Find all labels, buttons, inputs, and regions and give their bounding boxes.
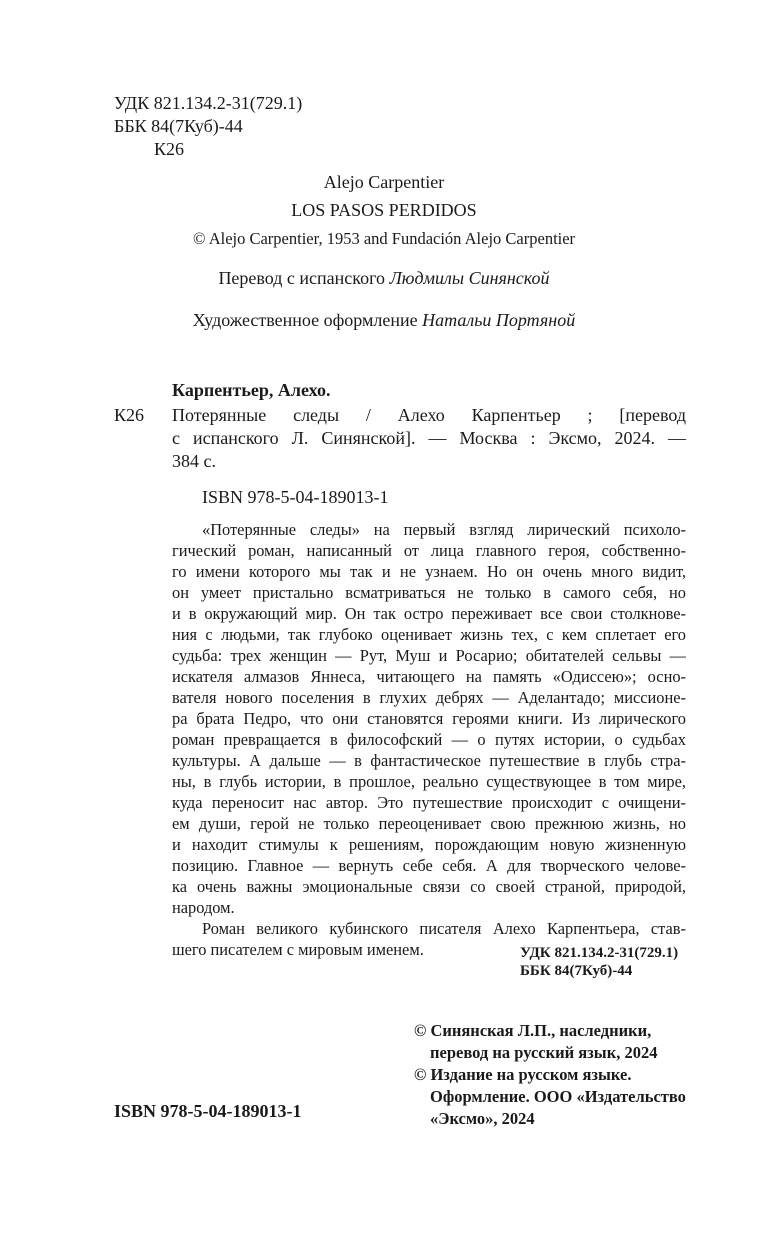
translation-prefix: Перевод с испанского [218, 268, 390, 288]
annotation-line: ния с людьми, так глубоко оценивает жизнь тех, с кем сплетает его [172, 625, 686, 644]
annotation-line: искателя алмазов Яннеса, читающего на память «Одиссею»; осно- [172, 667, 686, 686]
bbk-code: ББК 84(7Куб)-44 [114, 116, 243, 136]
record-line: 384 с. [172, 451, 216, 471]
annotation-line: шего писателем с мировым именем. [172, 940, 424, 959]
record-mark: К26 [114, 405, 145, 425]
footer-isbn: ISBN 978-5-04-189013-1 [114, 1101, 302, 1121]
annotation-line: и в окружающий мир. Он так остро переживает все свои столкнове- [172, 604, 686, 623]
annotation-line: «Потерянные следы» на первый взгляд лирический психоло- [202, 520, 686, 539]
translation-credit [0, 267, 768, 290]
copyright-translation-line1: © Синянская Л.П., наследники, [414, 1021, 652, 1040]
annotation-line: народом. [172, 898, 235, 917]
original-author: Alejo Carpentier [323, 172, 445, 192]
annotation-line: ем души, герой не только переоценивает свою прежнюю жизнь, но [172, 814, 686, 833]
copyright-edition-line3: «Эксмо», 2024 [430, 1109, 535, 1128]
annotation-text [172, 519, 686, 960]
record-line: с испанского Л. Синянской]. — Москва : Эксмо, 2024. — [172, 428, 686, 448]
record-line: Потерянные следы / Алехо Карпентьер ; [перевод [172, 405, 686, 425]
copyright-translation-line2: перевод на русский язык, 2024 [430, 1043, 658, 1062]
annotation-line: роман превращается в философский — о путях истории, о судьбах [172, 730, 686, 749]
copyright-edition-line1: © Издание на русском языке. [414, 1065, 632, 1084]
record-description [172, 404, 686, 473]
annotation-line: ка очень важны эмоциональные связи со своей страной, природой, [172, 877, 686, 896]
record-isbn: ISBN 978-5-04-189013-1 [202, 487, 389, 507]
annotation-bbk: ББК 84(7Куб)-44 [520, 963, 633, 979]
annotation-line: позицию. Главное — вернуть себе себя. А для творческого челове- [172, 856, 686, 875]
designer-name: Натальи Портяной [422, 310, 576, 330]
annotation-line: ра брата Педро, что они становятся героями книги. Из лирического [172, 709, 686, 728]
udk-code: УДК 821.134.2-31(729.1) [114, 93, 303, 113]
annotation-line: Роман великого кубинского писателя Алехо Карпентьера, став- [202, 919, 686, 938]
copyright-edition-line2: Оформление. ООО «Издательство [430, 1087, 686, 1106]
annotation-line: гический роман, написанный от лица главного героя, собственно- [172, 541, 686, 560]
annotation-line: он умеет пристально всматриваться не только в самого себя, но [172, 583, 686, 602]
annotation-line: судьба: трех женщин — Рут, Муш и Росарио; обитателей сельвы — [172, 646, 686, 665]
annotation-line: и находит стимулы к решениям, порождающим новую жизненную [172, 835, 686, 854]
record-heading: Карпентьер, Алехо. [172, 380, 331, 400]
annotation-line: го имени которого мы так и не узнаем. Но он очень много видит, [172, 562, 686, 581]
annotation-line: вателя нового поселения в глухих дебрях — Аделантадо; миссионе- [172, 688, 686, 707]
original-title: LOS PASOS PERDIDOS [291, 200, 477, 220]
annotation-line: куда переносит нас автор. Это путешествие происходит с очищени- [172, 793, 686, 812]
author-mark: К26 [154, 139, 185, 159]
annotation-line: ны, в глубь истории, в прошлое, реально существующее в том мире, [172, 772, 686, 791]
translator-name: Людмилы Синянской [389, 268, 550, 288]
design-prefix: Художественное оформление [192, 310, 423, 330]
annotation-udk: УДК 821.134.2-31(729.1) [520, 945, 679, 961]
original-copyright: © Alejo Carpentier, 1953 and Fundación Alejo Carpentier [192, 229, 576, 248]
design-credit [0, 309, 768, 332]
annotation-line: культуры. А дальше — в фантастическое путешествие в глубь стра- [172, 751, 686, 770]
